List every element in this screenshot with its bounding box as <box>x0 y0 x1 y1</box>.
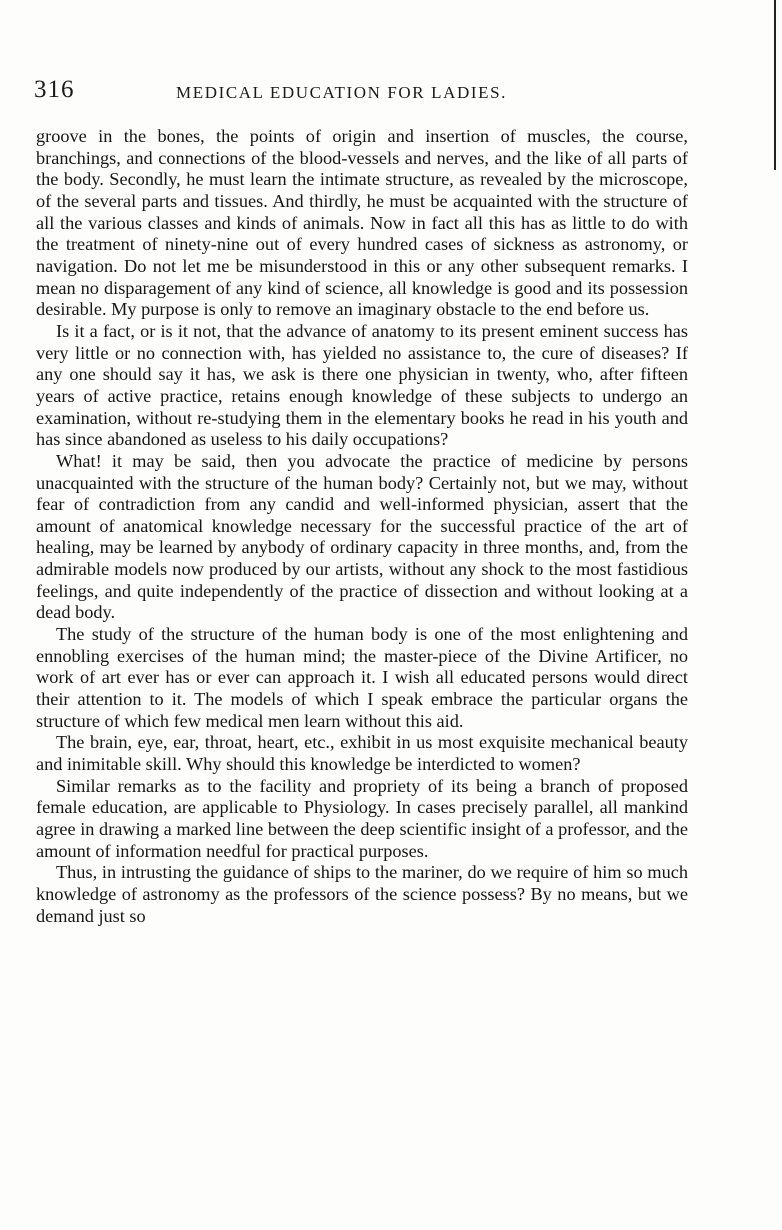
paragraph: Is it a fact, or is it not, that the advance of anatomy to its present eminent success has very little or no connection with, has yielded no assistance to, the cure of diseases? If any one should say it has, we ask is there one physician in twenty, who, after fifteen years of active practice, retains enough knowledge of these subjects to undergo an examination, without re-studying them in the elementary books he read in his youth and has since abandoned as useless to his daily occupations? <box>36 320 688 450</box>
page-number: 316 <box>34 76 75 103</box>
running-title: MEDICAL EDUCATION FOR LADIES. <box>176 83 507 102</box>
page-edge-rule <box>774 0 776 170</box>
paragraph: What! it may be said, then you advocate the practice of medicine by persons unacquainted with the structure of the human body? Certainly not, but we may, without fear of contradiction from any candid and well-informed physician, assert that the amount of anatomical knowledge necessary for the successful practice of the art of healing, may be learned by anybody of ordinary capacity in three months, and, from the admirable models now produced by our artists, without any shock to the most fastidious feelings, and quite independently of the practice of dissection and without looking at a dead body. <box>36 450 688 623</box>
page-header <box>34 76 734 110</box>
paragraph: The study of the structure of the human body is one of the most enlightening and ennobling exercises of the human mind; the master-piece of the Divine Artificer, no work of art ever has or ever can approach it. I wish all educated persons would direct their attention to it. The models of which I speak embrace the particular organs the structure of which few medical men learn without this aid. <box>36 624 688 731</box>
paragraph-continued: groove in the bones, the points of origin and insertion of muscles, the course, branchings, and connections of the blood-vessels and nerves, and the like of all parts of the body. Secondly, he must learn the intimate structure, as revealed by the microscope, of the several parts and tissues. And thirdly, he must be acquainted with the structure of all the various classes and kinds of animals. Now in fact all this has as little to do with the treatment of ninety-nine out of every hundred cases of sickness as astronomy, or navigation. Do not let me be misunderstood in this or any other subsequent remarks. I mean no disparagement of any kind of science, all knowledge is good and its possession desirable. My purpose is only to remove an imaginary obstacle to the end before us. <box>36 126 688 320</box>
paragraph: Thus, in intrusting the guidance of ships to the mariner, do we require of him so much knowledge of astronomy as the professors of the science possess? By no means, but we demand just so <box>36 862 688 926</box>
body-text <box>36 126 688 927</box>
paragraph: Similar remarks as to the facility and propriety of its being a branch of proposed female education, are applicable to Physiology. In cases precisely parallel, all mankind agree in drawing a marked line between the deep scientific insight of a professor, and the amount of information needful for practical purposes. <box>36 775 688 861</box>
paragraph: The brain, eye, ear, throat, heart, etc., exhibit in us most exquisite mechanical beauty and inimitable skill. Why should this knowledge be interdicted to women? <box>36 732 688 775</box>
